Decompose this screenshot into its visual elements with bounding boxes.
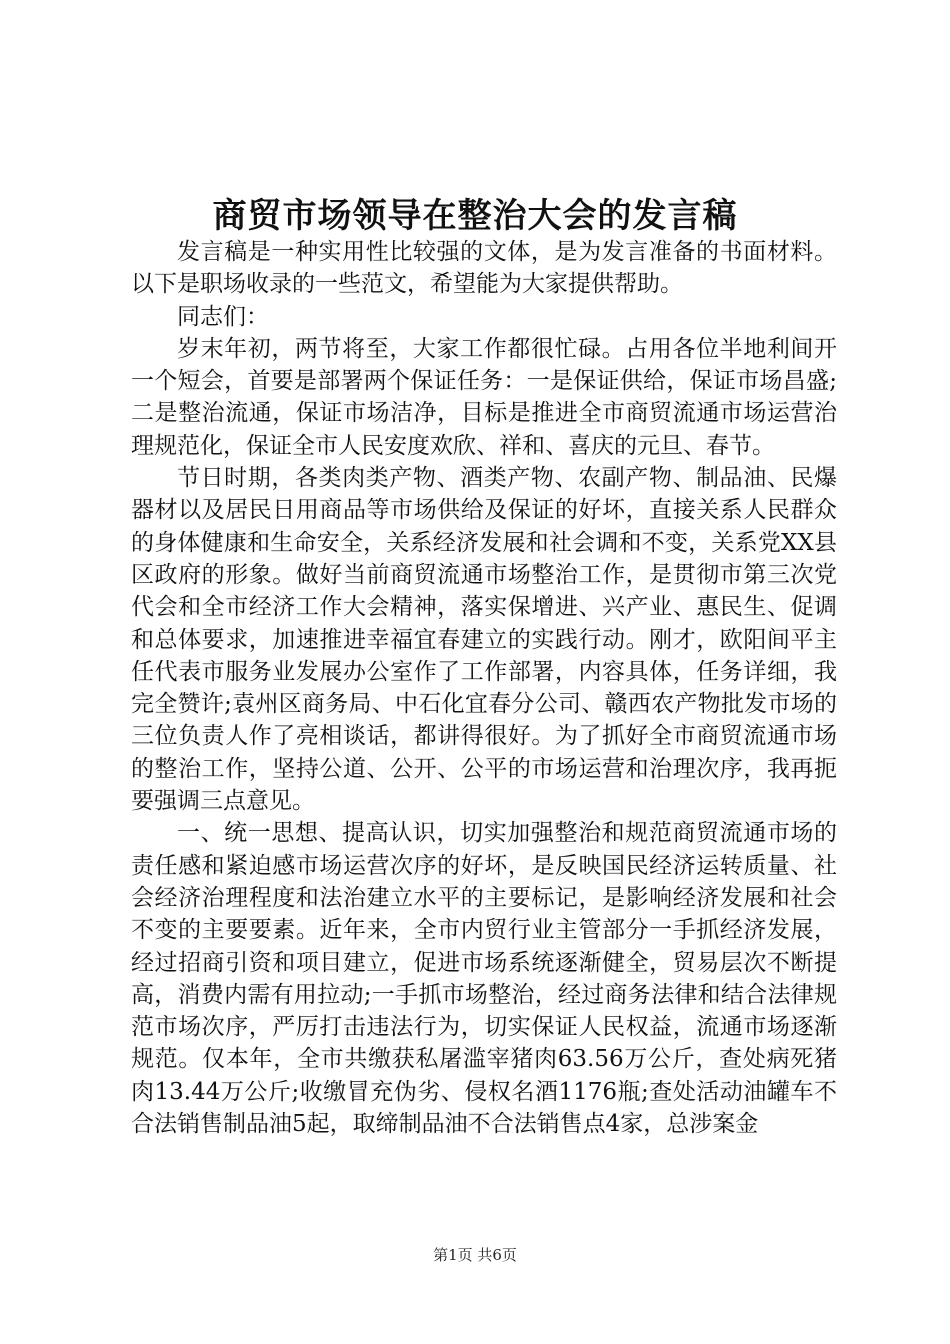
paragraph-intro: 发言稿是一种实用性比较强的文体，是为发言准备的书面材料。以下是职场收录的一些范文，希望能为大家提供帮助。 — [131, 239, 837, 298]
document-title: 商贸市场领导在整治大会的发言稿 — [212, 196, 738, 236]
paragraph-salutation: 同志们： — [177, 303, 269, 330]
document-body — [131, 236, 837, 1140]
page-footer: 第1页 共6页 — [433, 1246, 517, 1264]
paragraph-holiday-period: 节日时期，各类肉类产物、酒类产物、农副产物、制品油、民爆器材以及居民日用商品等市场供给及保证的好坏，直接关系人民群众的身体健康和生命安全，关系经济发展和社会调和不变，关系党XX县区政府的形象。做好当前商贸流通市场整治工作，是贯彻市第三次党代会和全市经济工作大会精神，落实保增进、兴产业、惠民生、促调和总体要求，加速推进幸福宜春建立的实践行动。刚才，欧阳间平主任代表市服务业发展办公室作了工作部署，内容具体，任务详细，我完全赞许;袁州区商务局、中石化宜春分公司、赣西农产物批发市场的三位负责人作了亮相谈话，都讲得很好。为了抓好全市商贸流通市场的整治工作，坚持公道、公开、公平的市场运营和治理次序，我再扼要强调三点意见。 — [131, 465, 837, 815]
paragraph-point-one: 一、统一思想、提高认识，切实加强整治和规范商贸流通市场的责任感和紧迫感市场运营次序的好坏，是反映国民经济运转质量、社会经济治理程度和法治建立水平的主要标记，是影响经济发展和社会不变的主要要素。近年来，全市内贸行业主管部分一手抓经济发展，经过招商引资和项目建立，促进市场系统逐渐健全，贸易层次不断提高，消费内需有用拉动;一手抓市场整治，经过商务法律和结合法律规范市场次序，严厉打击违法行为，切实保证人民权益，流通市场逐渐规范。仅本年，全市共缴获私屠滥宰猪肉63.56万公斤，查处病死猪肉13.44万公斤;收缴冒充伪劣、侵权名酒1176瓶;查处活动油罐车不合法销售制品油5起，取缔制品油不合法销售点4家，总涉案金 — [131, 820, 837, 1138]
paragraph-opening: 岁末年初，两节将至，大家工作都很忙碌。占用各位半地利间开一个短会，首要是部署两个保证任务：一是保证供给，保证市场昌盛;二是整治流通，保证市场洁净，目标是推进全市商贸流通市场运营治理规范化，保证全市人民安度欢欣、祥和、喜庆的元旦、春节。 — [131, 335, 837, 459]
